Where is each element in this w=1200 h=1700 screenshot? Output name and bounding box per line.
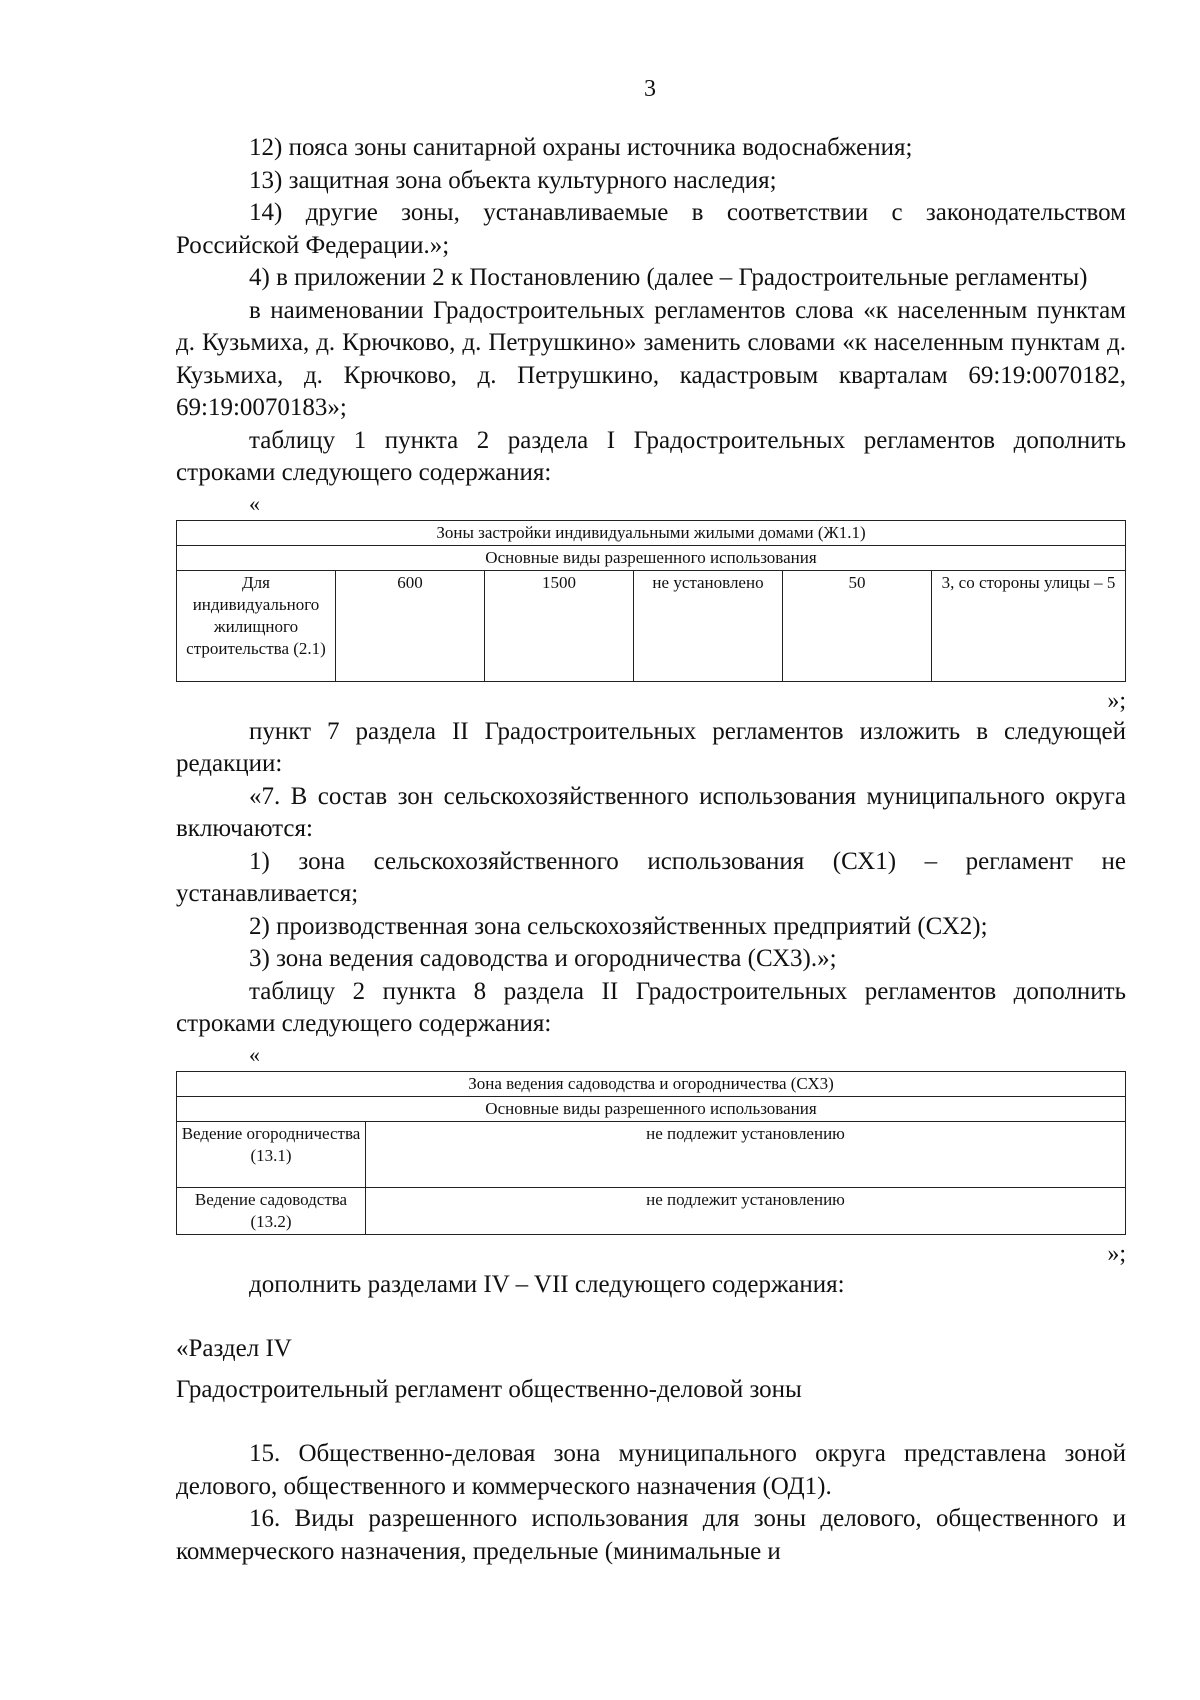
table-cell: Ведение садоводства (13.2) [177, 1187, 366, 1234]
table-cell: не установлено [634, 570, 783, 681]
p7-item: «7. В состав зон сельскохозяйственного использования муниципального округа включаются: [176, 782, 1126, 842]
paragraph-16: 16. Виды разрешенного использования для зоны делового, общественного и коммерческого назначения, предельные (минимальные и [176, 1505, 1126, 1565]
open-quote: « [249, 490, 260, 516]
table-gardening-zone [176, 1071, 1126, 1235]
table-title: Зоны застройки индивидуальными жилыми домами (Ж1.1) [177, 520, 1126, 545]
p7-item: 2) производственная зона сельскохозяйственных предприятий (СХ2); [249, 912, 988, 940]
table-cell: Для индивидуального жилищного строительства (2.1) [177, 570, 336, 681]
section-title: «Раздел IV [176, 1335, 292, 1362]
table-residential-zone [176, 520, 1126, 682]
list-item: 13) защитная зона объекта культурного наследия; [249, 166, 777, 194]
p7-item: 3) зона ведения садоводства и огородничества (СХ3).»; [249, 945, 837, 972]
document-body [176, 132, 1126, 1568]
table-subtitle: Основные виды разрешенного использования [177, 1096, 1126, 1121]
section-subtitle: Градостроительный регламент общественно-деловой зоны [176, 1375, 802, 1403]
table-subtitle: Основные виды разрешенного использования [177, 545, 1126, 570]
close-quote: »; [1107, 687, 1126, 714]
table-cell: 50 [783, 570, 932, 681]
table-row [177, 1121, 1126, 1187]
paragraph-p7-intro: пункт 7 раздела II Градостроительных регламентов изложить в следующей редакции: [176, 717, 1126, 777]
naming-paragraph: в наименовании Градостроительных регламентов слова «к населенным пунктам д. Кузьмиха, д. Крючково, д. Петрушкино» заменить словами «к населенным пунктам д. Кузьмиха, д. Крючково, д. Петрушкино, кадастровым кварталам 69:19:0070182, 69:19:0070183»; [176, 296, 1126, 421]
table-cell: не подлежит установлению [366, 1121, 1126, 1187]
table-row [177, 570, 1126, 681]
table2-intro: таблицу 2 пункта 8 раздела II Градостроительных регламентов дополнить строками следующего содержания: [176, 977, 1126, 1037]
list-item: 12) пояса зоны санитарной охраны источника водоснабжения; [249, 134, 913, 161]
table-cell: Ведение огородничества (13.1) [177, 1121, 366, 1187]
close-quote: »; [1107, 1240, 1126, 1267]
table-cell: 3, со стороны улицы – 5 [932, 570, 1126, 681]
add-sections-paragraph: дополнить разделами IV – VII следующего содержания: [249, 1270, 845, 1298]
table1-intro: таблицу 1 пункта 2 раздела I Градостроительных регламентов дополнить строками следующего содержания: [176, 426, 1126, 486]
table-cell: 600 [336, 570, 485, 681]
p7-item: 1) зона сельскохозяйственного использования (СХ1) – регламент не устанавливается; [176, 847, 1126, 907]
open-quote: « [249, 1041, 260, 1067]
page-number: 3 [644, 76, 656, 102]
table-title: Зона ведения садоводства и огородничества (СХ3) [177, 1071, 1126, 1096]
table-cell: 1500 [485, 570, 634, 681]
list-item: 14) другие зоны, устанавливаемые в соответствии с законодательством Российской Федерации.»; [176, 199, 1126, 259]
paragraph-15: 15. Общественно-деловая зона муниципального округа представлена зоной делового, общественного и коммерческого назначения (ОД1). [176, 1440, 1126, 1500]
table-row [177, 1187, 1126, 1234]
item-4-paragraph: 4) в приложении 2 к Постановлению (далее – Градостроительные регламенты) [249, 264, 1088, 291]
table-cell: не подлежит установлению [366, 1187, 1126, 1234]
